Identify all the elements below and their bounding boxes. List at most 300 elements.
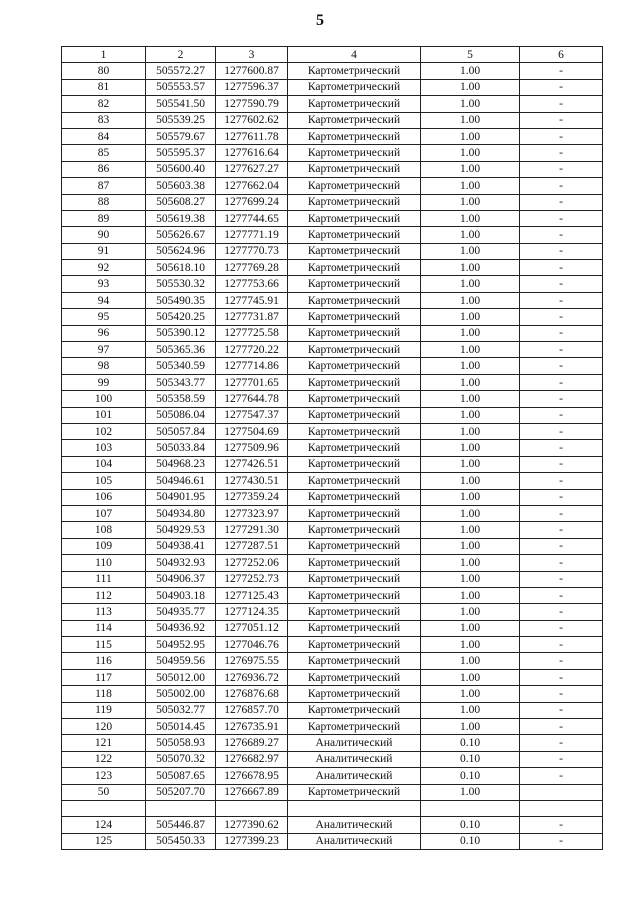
method-cell: Картометрический <box>288 194 421 210</box>
accuracy-cell: 0.10 <box>421 751 520 767</box>
point-number-cell: 81 <box>62 79 146 95</box>
method-cell: Картометрический <box>288 686 421 702</box>
y-coordinate-cell: 1276857.70 <box>216 702 288 718</box>
y-coordinate-cell: 1277602.62 <box>216 112 288 128</box>
note-cell: - <box>520 587 603 603</box>
accuracy-cell: 1.00 <box>421 719 520 735</box>
note-cell: - <box>520 112 603 128</box>
x-coordinate-cell: 505626.67 <box>146 227 216 243</box>
x-coordinate-cell: 504932.93 <box>146 555 216 571</box>
table-row <box>62 637 603 653</box>
accuracy-cell: 1.00 <box>421 161 520 177</box>
x-coordinate-cell: 504906.37 <box>146 571 216 587</box>
table-row <box>62 620 603 636</box>
table-row <box>62 194 603 210</box>
x-coordinate-cell: 505033.84 <box>146 440 216 456</box>
table-row <box>62 604 603 620</box>
x-coordinate-cell: 505608.27 <box>146 194 216 210</box>
note-cell: - <box>520 669 603 685</box>
x-coordinate-cell: 505446.87 <box>146 817 216 833</box>
accuracy-cell: 1.00 <box>421 538 520 554</box>
y-coordinate-cell: 1277744.65 <box>216 210 288 226</box>
y-coordinate-cell: 1277627.27 <box>216 161 288 177</box>
method-cell: Картометрический <box>288 112 421 128</box>
y-coordinate-cell: 1277399.23 <box>216 833 288 849</box>
accuracy-cell: 1.00 <box>421 194 520 210</box>
x-coordinate-cell: 504936.92 <box>146 620 216 636</box>
note-cell: - <box>520 768 603 784</box>
note-cell: - <box>520 719 603 735</box>
x-coordinate-cell: 505032.77 <box>146 702 216 718</box>
x-coordinate-cell: 504903.18 <box>146 587 216 603</box>
note-cell: - <box>520 227 603 243</box>
accuracy-cell: 0.10 <box>421 735 520 751</box>
table-row <box>62 751 603 767</box>
note-cell: - <box>520 358 603 374</box>
method-cell: Картометрический <box>288 653 421 669</box>
note-cell: - <box>520 161 603 177</box>
method-cell: Картометрический <box>288 128 421 144</box>
note-cell: - <box>520 637 603 653</box>
y-coordinate-cell: 1277616.64 <box>216 145 288 161</box>
method-cell: Картометрический <box>288 391 421 407</box>
y-coordinate-cell: 1277644.78 <box>216 391 288 407</box>
note-cell: - <box>520 735 603 751</box>
y-coordinate-cell: 1277547.37 <box>216 407 288 423</box>
y-coordinate-cell: 1277701.65 <box>216 374 288 390</box>
x-coordinate-cell: 505343.77 <box>146 374 216 390</box>
accuracy-cell: 1.00 <box>421 637 520 653</box>
note-cell: - <box>520 210 603 226</box>
point-number-cell: 114 <box>62 620 146 636</box>
table-row <box>62 128 603 144</box>
table-row <box>62 79 603 95</box>
accuracy-cell: 1.00 <box>421 473 520 489</box>
note-cell: - <box>520 407 603 423</box>
note-cell: - <box>520 243 603 259</box>
point-number-cell: 112 <box>62 587 146 603</box>
accuracy-cell: 1.00 <box>421 292 520 308</box>
y-coordinate-cell: 1276975.55 <box>216 653 288 669</box>
coordinates-table <box>61 46 603 850</box>
method-cell: Картометрический <box>288 210 421 226</box>
point-number-cell: 107 <box>62 505 146 521</box>
note-cell: - <box>520 817 603 833</box>
note-cell: - <box>520 260 603 276</box>
accuracy-cell: 1.00 <box>421 686 520 702</box>
table-row <box>62 571 603 587</box>
column-header: 2 <box>146 47 216 63</box>
accuracy-cell: 1.00 <box>421 309 520 325</box>
accuracy-cell: 1.00 <box>421 702 520 718</box>
y-coordinate-cell: 1276735.91 <box>216 719 288 735</box>
y-coordinate-cell: 1276682.97 <box>216 751 288 767</box>
method-cell: Картометрический <box>288 719 421 735</box>
x-coordinate-cell: 505530.32 <box>146 276 216 292</box>
method-cell: Картометрический <box>288 309 421 325</box>
method-cell: Аналитический <box>288 833 421 849</box>
y-coordinate-cell <box>216 800 288 816</box>
y-coordinate-cell: 1277753.66 <box>216 276 288 292</box>
x-coordinate-cell: 505553.57 <box>146 79 216 95</box>
y-coordinate-cell: 1277504.69 <box>216 423 288 439</box>
point-number-cell: 116 <box>62 653 146 669</box>
y-coordinate-cell: 1277051.12 <box>216 620 288 636</box>
table-row <box>62 522 603 538</box>
point-number-cell: 109 <box>62 538 146 554</box>
method-cell <box>288 800 421 816</box>
accuracy-cell: 0.10 <box>421 768 520 784</box>
note-cell: - <box>520 79 603 95</box>
method-cell: Картометрический <box>288 63 421 79</box>
x-coordinate-cell: 505541.50 <box>146 96 216 112</box>
x-coordinate-cell: 505365.36 <box>146 342 216 358</box>
point-number-cell: 122 <box>62 751 146 767</box>
point-number-cell: 115 <box>62 637 146 653</box>
method-cell: Аналитический <box>288 751 421 767</box>
table-row <box>62 555 603 571</box>
method-cell: Аналитический <box>288 735 421 751</box>
table-row <box>62 407 603 423</box>
note-cell: - <box>520 833 603 849</box>
point-number-cell: 119 <box>62 702 146 718</box>
y-coordinate-cell: 1277125.43 <box>216 587 288 603</box>
accuracy-cell: 1.00 <box>421 276 520 292</box>
y-coordinate-cell: 1276689.27 <box>216 735 288 751</box>
table-row <box>62 719 603 735</box>
accuracy-cell: 1.00 <box>421 423 520 439</box>
point-number-cell: 85 <box>62 145 146 161</box>
table-row <box>62 735 603 751</box>
x-coordinate-cell: 504929.53 <box>146 522 216 538</box>
note-cell: - <box>520 440 603 456</box>
method-cell: Картометрический <box>288 325 421 341</box>
note-cell: - <box>520 751 603 767</box>
point-number-cell: 111 <box>62 571 146 587</box>
note-cell: - <box>520 194 603 210</box>
point-number-cell: 90 <box>62 227 146 243</box>
method-cell: Картометрический <box>288 407 421 423</box>
point-number-cell: 104 <box>62 456 146 472</box>
table-row <box>62 96 603 112</box>
accuracy-cell: 1.00 <box>421 145 520 161</box>
y-coordinate-cell: 1277509.96 <box>216 440 288 456</box>
x-coordinate-cell <box>146 800 216 816</box>
accuracy-cell: 1.00 <box>421 325 520 341</box>
x-coordinate-cell: 504938.41 <box>146 538 216 554</box>
method-cell: Картометрический <box>288 555 421 571</box>
x-coordinate-cell: 505420.25 <box>146 309 216 325</box>
point-number-cell: 124 <box>62 817 146 833</box>
x-coordinate-cell: 505490.35 <box>146 292 216 308</box>
y-coordinate-cell: 1277771.19 <box>216 227 288 243</box>
y-coordinate-cell: 1277430.51 <box>216 473 288 489</box>
method-cell: Картометрический <box>288 440 421 456</box>
method-cell: Картометрический <box>288 604 421 620</box>
x-coordinate-cell: 505390.12 <box>146 325 216 341</box>
method-cell: Картометрический <box>288 79 421 95</box>
note-cell: - <box>520 128 603 144</box>
table-row <box>62 669 603 685</box>
point-number-cell: 97 <box>62 342 146 358</box>
method-cell: Картометрический <box>288 571 421 587</box>
table-row <box>62 833 603 849</box>
y-coordinate-cell: 1277390.62 <box>216 817 288 833</box>
method-cell: Картометрический <box>288 620 421 636</box>
y-coordinate-cell: 1277287.51 <box>216 538 288 554</box>
method-cell: Картометрический <box>288 342 421 358</box>
method-cell: Картометрический <box>288 276 421 292</box>
note-cell: - <box>520 276 603 292</box>
method-cell: Картометрический <box>288 538 421 554</box>
table-row <box>62 342 603 358</box>
accuracy-cell: 1.00 <box>421 128 520 144</box>
point-number-cell: 120 <box>62 719 146 735</box>
note-cell: - <box>520 178 603 194</box>
note-cell: - <box>520 145 603 161</box>
table-row <box>62 374 603 390</box>
point-number-cell: 83 <box>62 112 146 128</box>
note-cell: - <box>520 374 603 390</box>
x-coordinate-cell: 504935.77 <box>146 604 216 620</box>
point-number-cell: 84 <box>62 128 146 144</box>
point-number-cell: 106 <box>62 489 146 505</box>
column-header: 1 <box>62 47 146 63</box>
point-number-cell: 110 <box>62 555 146 571</box>
note-cell: - <box>520 522 603 538</box>
accuracy-cell: 1.00 <box>421 440 520 456</box>
note-cell: - <box>520 620 603 636</box>
point-number-cell: 113 <box>62 604 146 620</box>
x-coordinate-cell: 505058.93 <box>146 735 216 751</box>
column-header: 4 <box>288 47 421 63</box>
table-row <box>62 456 603 472</box>
x-coordinate-cell: 505012.00 <box>146 669 216 685</box>
table-row <box>62 538 603 554</box>
y-coordinate-cell: 1277359.24 <box>216 489 288 505</box>
y-coordinate-cell: 1277291.30 <box>216 522 288 538</box>
note-cell: - <box>520 473 603 489</box>
y-coordinate-cell: 1277323.97 <box>216 505 288 521</box>
method-cell: Картометрический <box>288 358 421 374</box>
note-cell: - <box>520 423 603 439</box>
table-row <box>62 210 603 226</box>
x-coordinate-cell: 504946.61 <box>146 473 216 489</box>
note-cell: - <box>520 538 603 554</box>
x-coordinate-cell: 505207.70 <box>146 784 216 800</box>
accuracy-cell: 0.10 <box>421 817 520 833</box>
note-cell <box>520 784 603 800</box>
table-row <box>62 440 603 456</box>
column-header: 5 <box>421 47 520 63</box>
accuracy-cell: 1.00 <box>421 342 520 358</box>
point-number-cell: 95 <box>62 309 146 325</box>
method-cell: Картометрический <box>288 161 421 177</box>
y-coordinate-cell: 1277046.76 <box>216 637 288 653</box>
table-row <box>62 276 603 292</box>
method-cell: Картометрический <box>288 505 421 521</box>
point-number-cell: 89 <box>62 210 146 226</box>
point-number-cell: 102 <box>62 423 146 439</box>
accuracy-cell: 1.00 <box>421 407 520 423</box>
point-number-cell: 80 <box>62 63 146 79</box>
method-cell: Картометрический <box>288 96 421 112</box>
y-coordinate-cell: 1277611.78 <box>216 128 288 144</box>
method-cell: Картометрический <box>288 292 421 308</box>
accuracy-cell: 1.00 <box>421 571 520 587</box>
y-coordinate-cell: 1276678.95 <box>216 768 288 784</box>
method-cell: Картометрический <box>288 423 421 439</box>
point-number-cell <box>62 800 146 816</box>
y-coordinate-cell: 1277590.79 <box>216 96 288 112</box>
x-coordinate-cell: 505572.27 <box>146 63 216 79</box>
y-coordinate-cell: 1277252.06 <box>216 555 288 571</box>
table-row <box>62 587 603 603</box>
table-row <box>62 178 603 194</box>
accuracy-cell: 1.00 <box>421 79 520 95</box>
accuracy-cell: 1.00 <box>421 210 520 226</box>
method-cell: Аналитический <box>288 817 421 833</box>
x-coordinate-cell: 504968.23 <box>146 456 216 472</box>
x-coordinate-cell: 505340.59 <box>146 358 216 374</box>
point-number-cell: 101 <box>62 407 146 423</box>
accuracy-cell: 1.00 <box>421 505 520 521</box>
x-coordinate-cell: 505086.04 <box>146 407 216 423</box>
point-number-cell: 94 <box>62 292 146 308</box>
accuracy-cell: 1.00 <box>421 587 520 603</box>
method-cell: Аналитический <box>288 768 421 784</box>
point-number-cell: 105 <box>62 473 146 489</box>
method-cell: Картометрический <box>288 587 421 603</box>
table-row <box>62 489 603 505</box>
note-cell: - <box>520 604 603 620</box>
accuracy-cell: 1.00 <box>421 391 520 407</box>
point-number-cell: 88 <box>62 194 146 210</box>
y-coordinate-cell: 1277124.35 <box>216 604 288 620</box>
method-cell: Картометрический <box>288 784 421 800</box>
point-number-cell: 121 <box>62 735 146 751</box>
note-cell: - <box>520 96 603 112</box>
point-number-cell: 82 <box>62 96 146 112</box>
y-coordinate-cell: 1277720.22 <box>216 342 288 358</box>
table-row <box>62 784 603 800</box>
note-cell: - <box>520 555 603 571</box>
point-number-cell: 91 <box>62 243 146 259</box>
accuracy-cell: 1.00 <box>421 178 520 194</box>
point-number-cell: 87 <box>62 178 146 194</box>
point-number-cell: 117 <box>62 669 146 685</box>
y-coordinate-cell: 1276667.89 <box>216 784 288 800</box>
note-cell: - <box>520 325 603 341</box>
x-coordinate-cell: 505070.32 <box>146 751 216 767</box>
x-coordinate-cell: 505539.25 <box>146 112 216 128</box>
table-row <box>62 817 603 833</box>
table-row <box>62 145 603 161</box>
method-cell: Картометрический <box>288 145 421 161</box>
y-coordinate-cell: 1277731.87 <box>216 309 288 325</box>
accuracy-cell <box>421 800 520 816</box>
table-row <box>62 702 603 718</box>
x-coordinate-cell: 505600.40 <box>146 161 216 177</box>
table-row <box>62 260 603 276</box>
x-coordinate-cell: 505014.45 <box>146 719 216 735</box>
x-coordinate-cell: 505618.10 <box>146 260 216 276</box>
y-coordinate-cell: 1277769.28 <box>216 260 288 276</box>
table-row <box>62 309 603 325</box>
point-number-cell: 96 <box>62 325 146 341</box>
point-number-cell: 98 <box>62 358 146 374</box>
method-cell: Картометрический <box>288 522 421 538</box>
accuracy-cell: 1.00 <box>421 489 520 505</box>
y-coordinate-cell: 1277596.37 <box>216 79 288 95</box>
table-row <box>62 358 603 374</box>
point-number-cell: 123 <box>62 768 146 784</box>
y-coordinate-cell: 1277725.58 <box>216 325 288 341</box>
accuracy-cell: 1.00 <box>421 96 520 112</box>
table-row <box>62 292 603 308</box>
x-coordinate-cell: 505002.00 <box>146 686 216 702</box>
column-header: 3 <box>216 47 288 63</box>
x-coordinate-cell: 505579.67 <box>146 128 216 144</box>
x-coordinate-cell: 504901.95 <box>146 489 216 505</box>
point-number-cell: 86 <box>62 161 146 177</box>
table-row <box>62 161 603 177</box>
table-header-row <box>62 47 603 63</box>
method-cell: Картометрический <box>288 473 421 489</box>
table-row <box>62 686 603 702</box>
x-coordinate-cell: 504934.80 <box>146 505 216 521</box>
x-coordinate-cell: 505087.65 <box>146 768 216 784</box>
point-number-cell: 108 <box>62 522 146 538</box>
accuracy-cell: 1.00 <box>421 620 520 636</box>
note-cell <box>520 800 603 816</box>
method-cell: Картометрический <box>288 374 421 390</box>
point-number-cell: 92 <box>62 260 146 276</box>
note-cell: - <box>520 292 603 308</box>
y-coordinate-cell: 1276876.68 <box>216 686 288 702</box>
accuracy-cell: 1.00 <box>421 653 520 669</box>
y-coordinate-cell: 1277600.87 <box>216 63 288 79</box>
y-coordinate-cell: 1277699.24 <box>216 194 288 210</box>
accuracy-cell: 1.00 <box>421 63 520 79</box>
accuracy-cell: 1.00 <box>421 456 520 472</box>
x-coordinate-cell: 505450.33 <box>146 833 216 849</box>
point-number-cell: 50 <box>62 784 146 800</box>
method-cell: Картометрический <box>288 243 421 259</box>
point-number-cell: 125 <box>62 833 146 849</box>
table-row <box>62 653 603 669</box>
table-row <box>62 63 603 79</box>
page-number: 5 <box>316 12 324 29</box>
point-number-cell: 93 <box>62 276 146 292</box>
table-row <box>62 505 603 521</box>
table-row <box>62 227 603 243</box>
accuracy-cell: 1.00 <box>421 522 520 538</box>
x-coordinate-cell: 505358.59 <box>146 391 216 407</box>
point-number-cell: 100 <box>62 391 146 407</box>
x-coordinate-cell: 505624.96 <box>146 243 216 259</box>
table-row <box>62 423 603 439</box>
accuracy-cell: 1.00 <box>421 227 520 243</box>
column-header: 6 <box>520 47 603 63</box>
note-cell: - <box>520 489 603 505</box>
table-row <box>62 243 603 259</box>
y-coordinate-cell: 1277252.73 <box>216 571 288 587</box>
table-row <box>62 768 603 784</box>
accuracy-cell: 1.00 <box>421 112 520 128</box>
method-cell: Картометрический <box>288 489 421 505</box>
accuracy-cell: 1.00 <box>421 243 520 259</box>
